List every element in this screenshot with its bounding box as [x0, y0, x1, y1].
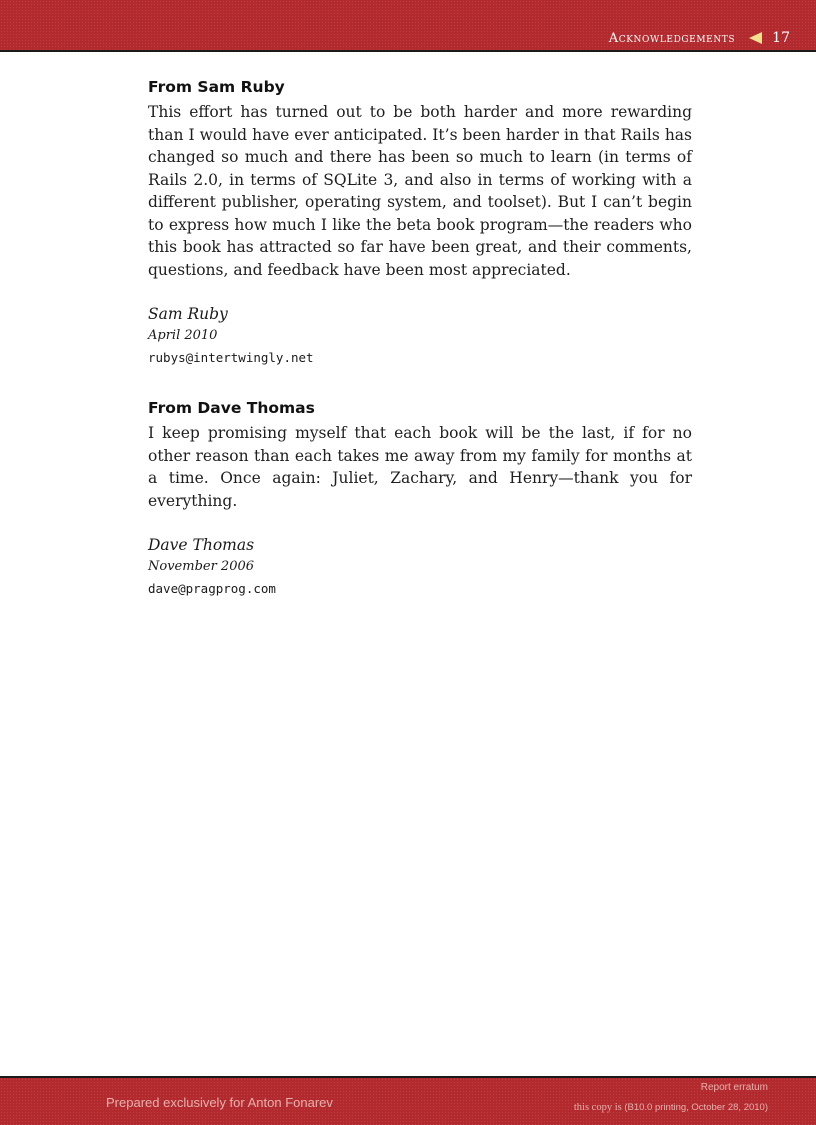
- page-number: 17: [772, 30, 790, 46]
- running-head: [609, 29, 790, 47]
- signature-email[interactable]: dave@pragprog.com: [148, 581, 276, 596]
- page-header: [0, 0, 816, 52]
- page-footer: [0, 1076, 816, 1125]
- section-sam-ruby: [148, 78, 692, 369]
- copy-lead: this copy is: [573, 1102, 622, 1113]
- signature-email[interactable]: rubys@intertwingly.net: [148, 350, 314, 365]
- section-heading: From Sam Ruby: [148, 78, 285, 96]
- signature-date: April 2010: [148, 328, 218, 343]
- previous-page-arrow-icon[interactable]: [749, 32, 762, 44]
- signature-date: November 2006: [148, 559, 255, 574]
- prepared-for-text: Prepared exclusively for Anton Fonarev: [106, 1095, 333, 1110]
- copy-detail: (B10.0 printing, October 28, 2010): [624, 1102, 768, 1113]
- section-body: This effort has turned out to be both harder and more rewarding than I would have ever anticipated. It’s been harder in that Rails has changed so much and there has been so much to learn (in terms of Rails 2.0, in terms of SQLite 3, and also in terms of working with a different publisher, operating system, and toolset). But I can’t begin to express how much I like the beta book program—the readers who this book has attracted so far have been great, and their comments, questions, and feedback have been most appreciated.: [148, 103, 692, 279]
- section-heading: From Dave Thomas: [148, 399, 315, 417]
- page-content: [148, 78, 692, 600]
- section-title: Acknowledgements: [608, 30, 736, 46]
- copy-info: [574, 1102, 768, 1113]
- signature-name: Sam Ruby: [148, 305, 228, 323]
- section-body: I keep promising myself that each book will be the last, if for no other reason than each takes me away from my family for months at a time. Once again: Juliet, Zachary, and Henry—thank you for everything.: [148, 424, 692, 510]
- report-erratum-link[interactable]: Report erratum: [700, 1082, 768, 1093]
- section-dave-thomas: [148, 399, 692, 600]
- signature-name: Dave Thomas: [148, 536, 255, 554]
